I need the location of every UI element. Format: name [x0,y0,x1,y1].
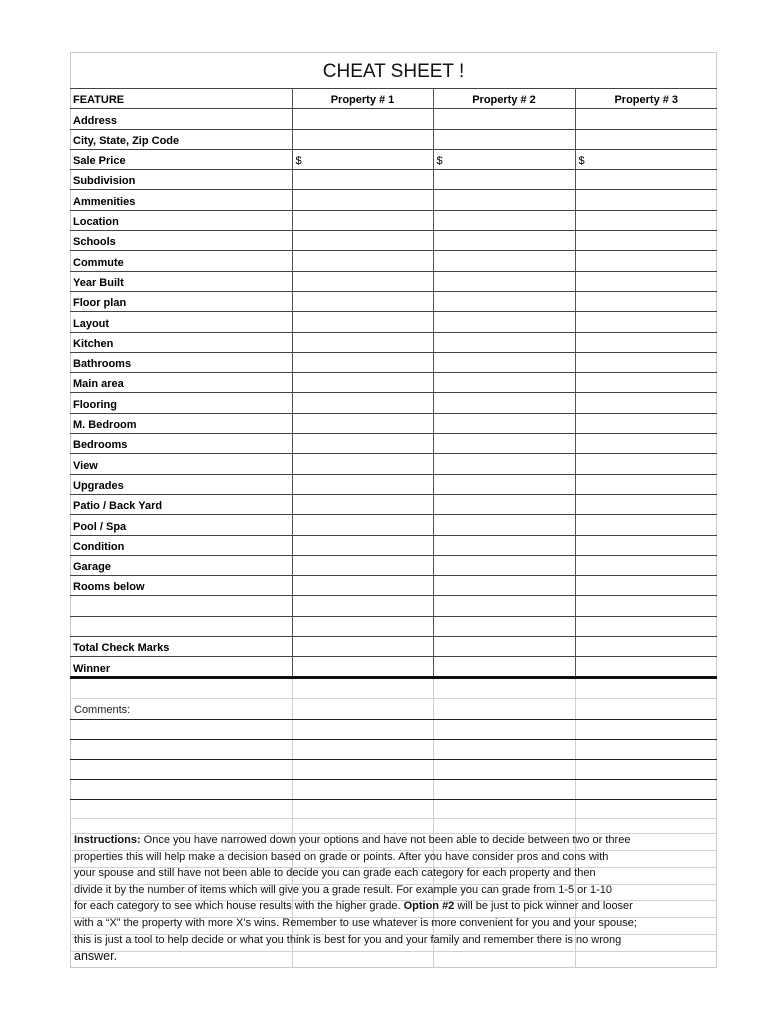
property-3-cell[interactable] [575,454,717,474]
property-2-cell[interactable] [433,190,575,210]
table-row [70,434,717,454]
feature-label: Bedrooms [70,434,292,454]
property-3-cell[interactable] [575,474,717,494]
table-row [70,515,717,535]
feature-label: Year Built [70,271,292,291]
comment-line-5[interactable] [70,799,717,800]
property-1-cell[interactable]: $ [292,149,433,169]
property-3-cell[interactable] [575,129,717,149]
property-3-cell[interactable] [575,494,717,514]
feature-label [70,616,292,636]
instructions-line: for each category to see which house results with the higher grade. Option #2 will be just to pick winner and looser [74,900,633,913]
feature-label: Floor plan [70,291,292,311]
property-3-cell[interactable] [575,515,717,535]
feature-label: Pool / Spa [70,515,292,535]
property-3-cell[interactable] [575,312,717,332]
feature-label: Sale Price [70,149,292,169]
property-3-cell[interactable] [575,576,717,596]
property-3-cell[interactable] [575,393,717,413]
table-row [70,312,717,332]
property-1-cell[interactable] [292,637,433,657]
property-2-cell[interactable] [433,596,575,616]
table-row [70,555,717,575]
property-2-cell[interactable] [433,576,575,596]
property-2-cell[interactable] [433,231,575,251]
table-row [70,231,717,251]
feature-label: Location [70,210,292,230]
property-1-cell[interactable] [292,109,433,129]
feature-label: View [70,454,292,474]
property-1-cell[interactable] [292,231,433,251]
comment-line-3[interactable] [70,759,717,760]
instructions-line: properties this will help make a decision based on grade or points. After you have consider pros and cons with [74,850,609,863]
property-2-cell[interactable] [433,251,575,271]
property-2-cell[interactable] [433,170,575,190]
property-2-cell[interactable] [433,657,575,677]
property-3-cell[interactable] [575,616,717,636]
feature-label: Commute [70,251,292,271]
property-3-cell[interactable] [575,291,717,311]
table-row [70,474,717,494]
property-3-cell[interactable]: $ [575,149,717,169]
table-row [70,210,717,230]
property-1-cell[interactable] [292,393,433,413]
instructions-line: Instructions: Once you have narrowed down your options and have not been able to decide between two or three [74,834,631,846]
table-row [70,657,717,677]
property-1-cell[interactable] [292,210,433,230]
feature-label: Ammenities [70,190,292,210]
feature-label: Total Check Marks [70,637,292,657]
feature-label: Flooring [70,393,292,413]
table-row [70,332,717,352]
table-row [70,352,717,372]
table-row [70,149,717,169]
property-2-cell[interactable] [433,535,575,555]
feature-label: Upgrades [70,474,292,494]
cheat-sheet [70,52,717,968]
property-2-cell[interactable] [433,434,575,454]
property-2-cell[interactable] [433,494,575,514]
property-1-cell[interactable] [292,129,433,149]
table-row [70,393,717,413]
option-2-label: Option #2 [403,900,455,913]
header-feature: FEATURE [70,89,292,109]
property-2-cell[interactable] [433,373,575,393]
instructions-block [74,832,714,965]
property-2-cell[interactable] [433,109,575,129]
property-2-cell[interactable] [433,271,575,291]
instructions-lead: Instructions: [74,834,141,846]
property-1-cell[interactable] [292,474,433,494]
property-1-cell[interactable] [292,657,433,677]
property-2-cell[interactable] [433,555,575,575]
comparison-table [70,88,717,678]
grid-row-line [70,818,717,819]
feature-label: Layout [70,312,292,332]
property-2-cell[interactable] [433,413,575,433]
property-3-cell[interactable] [575,373,717,393]
table-row [70,109,717,129]
property-3-cell[interactable] [575,535,717,555]
instructions-line: answer. [74,949,118,964]
sheet-border-bottom [70,967,717,968]
table-row [70,454,717,474]
table-row [70,170,717,190]
table-row [70,291,717,311]
property-2-cell[interactable] [433,474,575,494]
property-1-cell[interactable] [292,190,433,210]
property-3-cell[interactable] [575,596,717,616]
comments-label: Comments: [74,704,131,716]
property-1-cell[interactable] [292,454,433,474]
property-1-cell[interactable] [292,535,433,555]
property-2-cell[interactable] [433,129,575,149]
property-3-cell[interactable] [575,657,717,677]
property-1-cell[interactable] [292,616,433,636]
property-1-cell[interactable] [292,170,433,190]
table-row [70,535,717,555]
feature-label: Rooms below [70,576,292,596]
property-1-cell[interactable] [292,291,433,311]
header-property-1: Property # 1 [292,89,433,109]
table-row [70,637,717,657]
property-3-cell[interactable] [575,637,717,657]
property-3-cell[interactable] [575,271,717,291]
header-property-3: Property # 3 [575,89,717,109]
instructions-line: your spouse and still have not been able to decide you can grade each category for each property and then [74,867,596,880]
property-3-cell[interactable] [575,251,717,271]
feature-label: Address [70,109,292,129]
property-2-cell[interactable]: $ [433,149,575,169]
feature-label: Schools [70,231,292,251]
property-2-cell[interactable] [433,454,575,474]
table-row [70,596,717,616]
property-3-cell[interactable] [575,231,717,251]
property-1-cell[interactable] [292,271,433,291]
property-2-cell[interactable] [433,291,575,311]
instructions-line: divide it by the number of items which will give you a grade result. For example you can grade from 1-5 or 1-10 [74,883,613,896]
property-3-cell[interactable] [575,170,717,190]
comment-line-2[interactable] [70,739,717,740]
table-header-row [70,89,717,109]
property-1-cell[interactable] [292,515,433,535]
property-2-cell[interactable] [433,616,575,636]
table-row [70,190,717,210]
page-title: CHEAT SHEET ! [70,52,717,89]
table-row [70,413,717,433]
property-1-cell[interactable] [292,251,433,271]
property-1-cell[interactable] [292,373,433,393]
feature-label: Kitchen [70,332,292,352]
property-1-cell[interactable] [292,332,433,352]
property-2-cell[interactable] [433,312,575,332]
feature-label: City, State, Zip Code [70,129,292,149]
feature-label: Winner [70,657,292,677]
property-3-cell[interactable] [575,332,717,352]
feature-label: Patio / Back Yard [70,494,292,514]
feature-label [70,596,292,616]
property-3-cell[interactable] [575,434,717,454]
comment-line-4[interactable] [70,779,717,780]
table-row [70,271,717,291]
property-3-cell[interactable] [575,555,717,575]
property-2-cell[interactable] [433,515,575,535]
table-row [70,616,717,636]
feature-label: Subdivision [70,170,292,190]
table-row [70,251,717,271]
property-2-cell[interactable] [433,352,575,372]
property-2-cell[interactable] [433,332,575,352]
table-row [70,129,717,149]
property-1-cell[interactable] [292,576,433,596]
feature-label: Garage [70,555,292,575]
property-3-cell[interactable] [575,352,717,372]
property-3-cell[interactable] [575,413,717,433]
property-2-cell[interactable] [433,210,575,230]
feature-label: Condition [70,535,292,555]
property-2-cell[interactable] [433,393,575,413]
property-2-cell[interactable] [433,637,575,657]
property-3-cell[interactable] [575,109,717,129]
table-row [70,373,717,393]
property-1-cell[interactable] [292,413,433,433]
property-1-cell[interactable] [292,494,433,514]
feature-label: Main area [70,373,292,393]
property-1-cell[interactable] [292,352,433,372]
grid-row-line [70,698,717,699]
instructions-line: with a “X” the property with more X’s wins. Remember to use whatever is more convenient for you and your spouse; [74,916,637,929]
feature-label: M. Bedroom [70,413,292,433]
property-1-cell[interactable] [292,596,433,616]
property-1-cell[interactable] [292,312,433,332]
property-3-cell[interactable] [575,210,717,230]
property-3-cell[interactable] [575,190,717,210]
property-1-cell[interactable] [292,434,433,454]
header-property-2: Property # 2 [433,89,575,109]
feature-label: Bathrooms [70,352,292,372]
comment-line-1[interactable] [70,719,717,720]
table-row [70,576,717,596]
table-row [70,494,717,514]
section-divider [70,676,717,679]
instructions-line: this is just a tool to help decide or what you think is best for you and your family and remember there is no wrong [74,933,622,946]
property-1-cell[interactable] [292,555,433,575]
